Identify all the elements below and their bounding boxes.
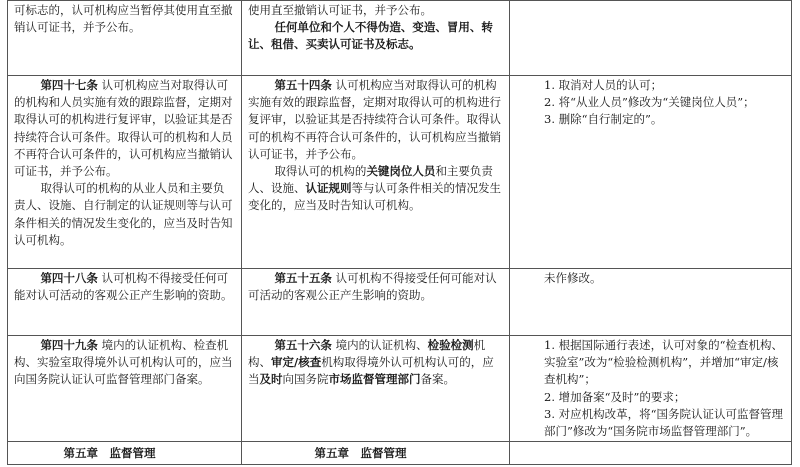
new-text-cell: 第五十五条 认可机构不得接受任何可能对认可活动的客观公正产生影响的资助。 bbox=[242, 269, 510, 336]
chapter-heading-old: 第五章 监督管理 bbox=[8, 442, 242, 465]
new-text-cell: 第五十四条 认可机构应当对取得认可的机构实施有效的跟踪监督，定期对取得认可的机构进行复评审，以验证其是否持续符合认可条件。取得认可的机构不再符合认可条件的，认可机构应当撤销认可证书，并予公布。 取得认可的机构的关键岗位人员和主要负责人、设施、认证规则等与认可条件相关的情况发生变化的，应当及时告知认可机构。 bbox=[242, 76, 510, 269]
chapter-row bbox=[8, 442, 792, 465]
comparison-table bbox=[7, 0, 792, 465]
note-cell: 1. 根据国际通行表述，认可对象的“检查机构、实验室”改为“检验检测机构”，并增加“审定/核查机构”； 2. 增加备案“及时”的要求； 3. 对应机构改革，将“国务院认证认可监督管理部门”修改为“国务院市场监督管理部门”。 bbox=[510, 336, 792, 442]
old-text-cell: 可标志的，认可机构应当暂停其使用直至撤销认可证书，并予公布。 bbox=[8, 1, 242, 76]
new-text-cell: 第五十六条 境内的认证机构、检验检测机构、审定/核查机构取得境外认可机构认可的，应当及时向国务院市场监督管理部门备案。 bbox=[242, 336, 510, 442]
table-row bbox=[8, 76, 792, 269]
table-row bbox=[8, 1, 792, 76]
old-text-cell: 第四十八条 认可机构不得接受任何可能对认可活动的客观公正产生影响的资助。 bbox=[8, 269, 242, 336]
table-row bbox=[8, 336, 792, 442]
chapter-heading-note bbox=[510, 442, 792, 465]
chapter-heading-new: 第五章 监督管理 bbox=[242, 442, 510, 465]
note-cell: 1. 取消对人员的认可； 2. 将“从业人员”修改为“关键岗位人员”； 3. 删除“自行制定的”。 bbox=[510, 76, 792, 269]
old-text-cell: 第四十七条 认可机构应当对取得认可的机构和人员实施有效的跟踪监督，定期对取得认可的机构进行复评审，以验证其是否持续符合认可条件。取得认可的机构和人员不再符合认可条件的，认可机构应当撤销认可证书，并予公布。 取得认可的机构的从业人员和主要负责人、设施、自行制定的认证规则等与认可条件相关的情况发生变化的，应当及时告知认可机构。 bbox=[8, 76, 242, 269]
note-cell bbox=[510, 1, 792, 76]
new-text-cell: 使用直至撤销认可证书，并予公布。 任何单位和个人不得伪造、变造、冒用、转让、租借、买卖认可证书及标志。 bbox=[242, 1, 510, 76]
old-text-cell: 第四十九条 境内的认证机构、检查机构、实验室取得境外认可机构认可的，应当向国务院认证认可监督管理部门备案。 bbox=[8, 336, 242, 442]
note-cell: 未作修改。 bbox=[510, 269, 792, 336]
table-row bbox=[8, 269, 792, 336]
